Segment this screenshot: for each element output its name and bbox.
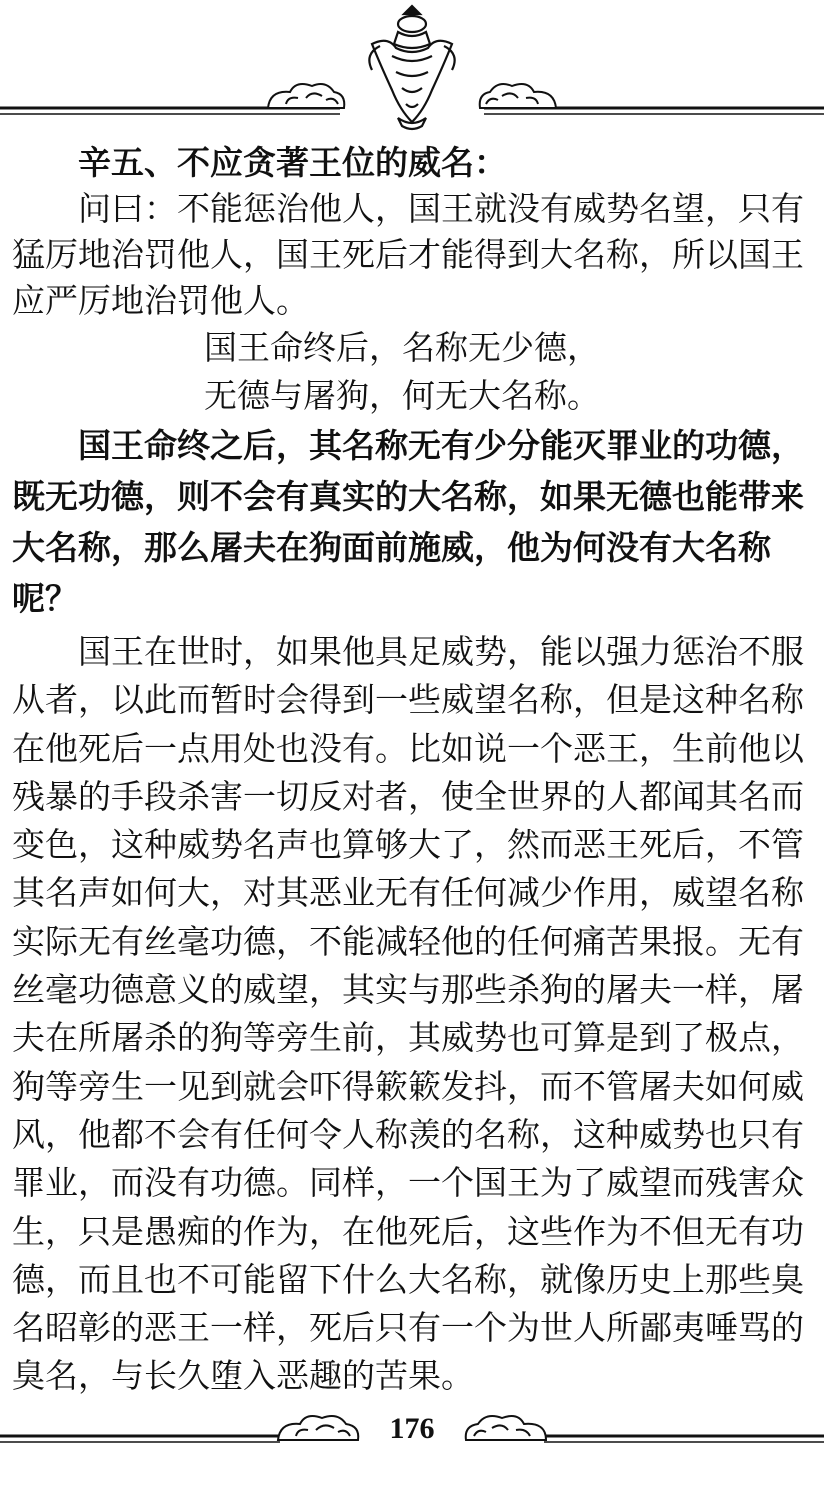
text-line: 从者，以此而暂时会得到一些威望名称，但是这种名称 xyxy=(12,680,804,720)
header-ornament xyxy=(0,0,824,135)
verse-line: 国王命终后，名称无少德， xyxy=(204,328,600,367)
verse-block xyxy=(12,324,808,420)
text-line: 呢？ xyxy=(12,579,78,618)
text-line: 生，只是愚痴的作为，在他死后，这些作为不但无有功 xyxy=(12,1211,804,1251)
text-line: 德，而且也不可能留下什么大名称，就像历史上那些臭 xyxy=(12,1259,804,1299)
text-line: 大名称，那么屠夫在狗面前施威，他为何没有大名称 xyxy=(12,528,771,567)
cloud-scroll-left-icon xyxy=(268,84,344,108)
text-line: 臭名，与长久堕入恶趣的苦果。 xyxy=(12,1356,474,1396)
text-line: 其名声如何大，对其恶业无有任何减少作用，威望名称 xyxy=(12,873,804,913)
text-line: 罪业，而没有功德。同样，一个国王为了威望而残害众 xyxy=(12,1163,804,1203)
text-line: 在他死后一点用处也没有。比如说一个恶王，生前他以 xyxy=(12,728,804,768)
text-line: 应严厉地治罚他人。 xyxy=(12,281,309,320)
text-line: 问曰：不能惩治他人，国王就没有威势名望，只有 xyxy=(78,189,804,228)
commentary-paragraph xyxy=(12,420,808,624)
text-line: 夫在所屠杀的狗等旁生前，其威势也可算是到了极点， xyxy=(12,1018,804,1058)
explanation-paragraph xyxy=(12,628,808,1401)
section-heading: 辛五、不应贪著王位的威名： xyxy=(78,143,507,182)
text-line: 名昭彰的恶王一样，死后只有一个为世人所鄙夷唾骂的 xyxy=(12,1308,804,1348)
text-line: 风，他都不会有任何令人称羡的名称，这种威势也只有 xyxy=(12,1114,804,1154)
text-line: 国王命终之后，其名称无有少分能灭罪业的功德， xyxy=(78,426,804,465)
text-line: 丝毫功德意义的威望，其实与那些杀狗的屠夫一样，屠 xyxy=(12,970,804,1010)
text-line: 猛厉地治罚他人，国王死后才能得到大名称，所以国王 xyxy=(12,235,804,274)
text-line: 国王在世时，如果他具足威势，能以强力惩治不服 xyxy=(78,632,804,671)
text-line: 既无功德，则不会有真实的大名称，如果无德也能带来 xyxy=(12,477,804,516)
page-content xyxy=(12,140,808,1401)
text-line: 变色，这种威势名声也算够大了，然而恶王死后，不管 xyxy=(12,825,804,865)
conch-shell-icon xyxy=(369,6,454,129)
text-line: 残暴的手段杀害一切反对者，使全世界的人都闻其名而 xyxy=(12,776,804,816)
text-line: 实际无有丝毫功德，不能减轻他的任何痛苦果报。无有 xyxy=(12,921,804,961)
text-line: 狗等旁生一见到就会吓得簌簌发抖，而不管屠夫如何威 xyxy=(12,1066,804,1106)
verse-line: 无德与屠狗，何无大名称。 xyxy=(204,376,600,415)
question-paragraph xyxy=(12,186,808,324)
page-number: 176 xyxy=(389,1412,435,1445)
cloud-scroll-right-icon xyxy=(480,84,556,108)
